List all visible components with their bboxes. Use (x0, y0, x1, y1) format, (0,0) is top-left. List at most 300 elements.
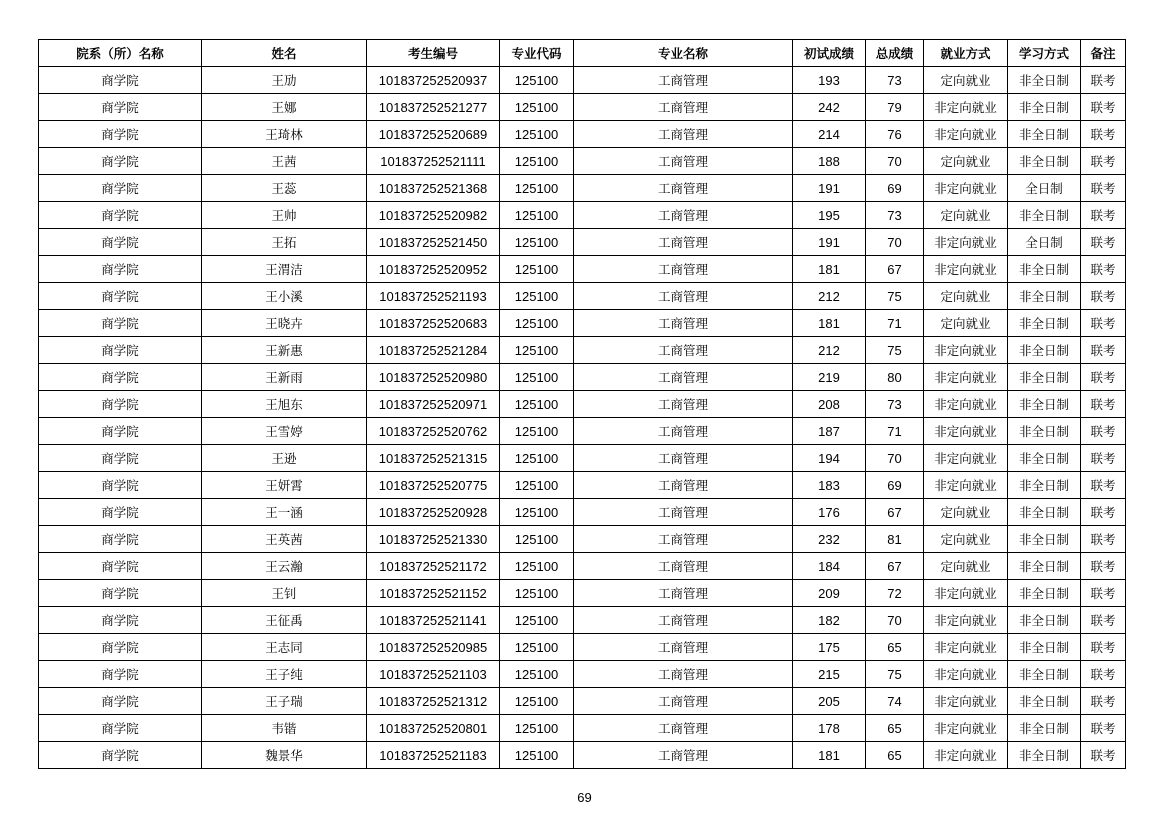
cell-name: 王雪婷 (202, 418, 367, 445)
cell-candidate-id: 101837252520689 (367, 121, 500, 148)
cell-prelim-score: 178 (793, 715, 866, 742)
cell-department: 商学院 (39, 283, 202, 310)
cell-major-name: 工商管理 (574, 67, 793, 94)
cell-name: 王子纯 (202, 661, 367, 688)
cell-employment: 非定向就业 (924, 715, 1008, 742)
table-row (39, 418, 1126, 445)
cell-total-score: 79 (866, 94, 924, 121)
table-row (39, 688, 1126, 715)
cell-name: 王晓卉 (202, 310, 367, 337)
table-row (39, 229, 1126, 256)
cell-prelim-score: 181 (793, 256, 866, 283)
cell-total-score: 73 (866, 202, 924, 229)
cell-major-code: 125100 (500, 67, 574, 94)
cell-name: 王茜 (202, 148, 367, 175)
cell-study-mode: 非全日制 (1008, 256, 1081, 283)
table-body (39, 67, 1126, 769)
cell-major-name: 工商管理 (574, 553, 793, 580)
cell-employment: 非定向就业 (924, 580, 1008, 607)
cell-candidate-id: 101837252521277 (367, 94, 500, 121)
cell-prelim-score: 176 (793, 499, 866, 526)
cell-candidate-id: 101837252521111 (367, 148, 500, 175)
header-major-name: 专业名称 (574, 40, 793, 67)
cell-study-mode: 非全日制 (1008, 661, 1081, 688)
cell-department: 商学院 (39, 445, 202, 472)
cell-department: 商学院 (39, 391, 202, 418)
table-row (39, 364, 1126, 391)
cell-total-score: 69 (866, 472, 924, 499)
cell-prelim-score: 184 (793, 553, 866, 580)
cell-major-code: 125100 (500, 580, 574, 607)
cell-total-score: 73 (866, 67, 924, 94)
cell-prelim-score: 214 (793, 121, 866, 148)
cell-major-name: 工商管理 (574, 715, 793, 742)
admission-table (38, 39, 1126, 769)
cell-major-name: 工商管理 (574, 499, 793, 526)
cell-prelim-score: 242 (793, 94, 866, 121)
table-row (39, 661, 1126, 688)
table-row (39, 526, 1126, 553)
cell-department: 商学院 (39, 337, 202, 364)
cell-major-code: 125100 (500, 418, 574, 445)
cell-major-name: 工商管理 (574, 445, 793, 472)
cell-total-score: 70 (866, 229, 924, 256)
cell-study-mode: 非全日制 (1008, 742, 1081, 769)
cell-total-score: 72 (866, 580, 924, 607)
cell-department: 商学院 (39, 202, 202, 229)
table-row (39, 634, 1126, 661)
cell-candidate-id: 101837252520985 (367, 634, 500, 661)
header-remark: 备注 (1081, 40, 1126, 67)
cell-prelim-score: 208 (793, 391, 866, 418)
cell-candidate-id: 101837252520952 (367, 256, 500, 283)
cell-name: 王子瑞 (202, 688, 367, 715)
cell-study-mode: 非全日制 (1008, 148, 1081, 175)
header-study-mode: 学习方式 (1008, 40, 1081, 67)
cell-major-code: 125100 (500, 688, 574, 715)
cell-major-code: 125100 (500, 391, 574, 418)
table-row (39, 175, 1126, 202)
cell-total-score: 74 (866, 688, 924, 715)
header-department: 院系（所）名称 (39, 40, 202, 67)
cell-name: 王征禹 (202, 607, 367, 634)
cell-candidate-id: 101837252520762 (367, 418, 500, 445)
cell-name: 王志同 (202, 634, 367, 661)
cell-major-code: 125100 (500, 634, 574, 661)
cell-prelim-score: 209 (793, 580, 866, 607)
cell-total-score: 65 (866, 715, 924, 742)
cell-study-mode: 非全日制 (1008, 94, 1081, 121)
cell-candidate-id: 101837252521368 (367, 175, 500, 202)
cell-total-score: 67 (866, 499, 924, 526)
cell-remark: 联考 (1081, 256, 1126, 283)
cell-name: 王妍霄 (202, 472, 367, 499)
cell-department: 商学院 (39, 580, 202, 607)
cell-department: 商学院 (39, 661, 202, 688)
cell-candidate-id: 101837252520801 (367, 715, 500, 742)
cell-employment: 定向就业 (924, 283, 1008, 310)
cell-candidate-id: 101837252521315 (367, 445, 500, 472)
cell-employment: 定向就业 (924, 499, 1008, 526)
cell-name: 王新雨 (202, 364, 367, 391)
cell-employment: 定向就业 (924, 202, 1008, 229)
cell-major-code: 125100 (500, 364, 574, 391)
cell-total-score: 65 (866, 634, 924, 661)
cell-department: 商学院 (39, 526, 202, 553)
cell-total-score: 69 (866, 175, 924, 202)
cell-major-code: 125100 (500, 337, 574, 364)
cell-remark: 联考 (1081, 67, 1126, 94)
cell-major-code: 125100 (500, 148, 574, 175)
header-name: 姓名 (202, 40, 367, 67)
cell-prelim-score: 215 (793, 661, 866, 688)
cell-major-name: 工商管理 (574, 526, 793, 553)
cell-candidate-id: 101837252521152 (367, 580, 500, 607)
table-row (39, 472, 1126, 499)
cell-total-score: 75 (866, 661, 924, 688)
cell-name: 王云瀚 (202, 553, 367, 580)
table-row (39, 202, 1126, 229)
cell-study-mode: 全日制 (1008, 229, 1081, 256)
cell-candidate-id: 101837252521330 (367, 526, 500, 553)
table-row (39, 310, 1126, 337)
cell-candidate-id: 101837252521193 (367, 283, 500, 310)
cell-study-mode: 非全日制 (1008, 580, 1081, 607)
cell-prelim-score: 193 (793, 67, 866, 94)
cell-department: 商学院 (39, 229, 202, 256)
cell-department: 商学院 (39, 148, 202, 175)
table-row (39, 337, 1126, 364)
cell-name: 王一涵 (202, 499, 367, 526)
cell-prelim-score: 212 (793, 337, 866, 364)
cell-major-name: 工商管理 (574, 121, 793, 148)
cell-candidate-id: 101837252521312 (367, 688, 500, 715)
cell-remark: 联考 (1081, 283, 1126, 310)
cell-study-mode: 非全日制 (1008, 202, 1081, 229)
table-row (39, 553, 1126, 580)
cell-name: 魏景华 (202, 742, 367, 769)
cell-study-mode: 非全日制 (1008, 715, 1081, 742)
cell-remark: 联考 (1081, 688, 1126, 715)
cell-study-mode: 非全日制 (1008, 634, 1081, 661)
cell-major-name: 工商管理 (574, 337, 793, 364)
cell-employment: 定向就业 (924, 148, 1008, 175)
cell-remark: 联考 (1081, 310, 1126, 337)
cell-total-score: 65 (866, 742, 924, 769)
cell-major-code: 125100 (500, 445, 574, 472)
cell-employment: 定向就业 (924, 553, 1008, 580)
table-row (39, 715, 1126, 742)
cell-study-mode: 非全日制 (1008, 364, 1081, 391)
cell-study-mode: 非全日制 (1008, 607, 1081, 634)
cell-employment: 非定向就业 (924, 445, 1008, 472)
cell-department: 商学院 (39, 418, 202, 445)
cell-remark: 联考 (1081, 742, 1126, 769)
table-row (39, 67, 1126, 94)
cell-major-code: 125100 (500, 121, 574, 148)
cell-total-score: 80 (866, 364, 924, 391)
table-row (39, 499, 1126, 526)
cell-employment: 定向就业 (924, 310, 1008, 337)
cell-employment: 非定向就业 (924, 634, 1008, 661)
cell-remark: 联考 (1081, 175, 1126, 202)
cell-employment: 定向就业 (924, 67, 1008, 94)
cell-employment: 非定向就业 (924, 364, 1008, 391)
cell-remark: 联考 (1081, 445, 1126, 472)
cell-candidate-id: 101837252520928 (367, 499, 500, 526)
cell-prelim-score: 181 (793, 310, 866, 337)
cell-name: 王旭东 (202, 391, 367, 418)
cell-major-code: 125100 (500, 499, 574, 526)
cell-remark: 联考 (1081, 526, 1126, 553)
cell-employment: 定向就业 (924, 526, 1008, 553)
cell-department: 商学院 (39, 67, 202, 94)
cell-study-mode: 非全日制 (1008, 67, 1081, 94)
cell-department: 商学院 (39, 634, 202, 661)
cell-prelim-score: 187 (793, 418, 866, 445)
cell-major-code: 125100 (500, 661, 574, 688)
cell-major-name: 工商管理 (574, 391, 793, 418)
cell-prelim-score: 181 (793, 742, 866, 769)
cell-employment: 非定向就业 (924, 607, 1008, 634)
header-major-code: 专业代码 (500, 40, 574, 67)
cell-major-name: 工商管理 (574, 148, 793, 175)
header-prelim-score: 初试成绩 (793, 40, 866, 67)
cell-name: 王逊 (202, 445, 367, 472)
cell-name: 王琦林 (202, 121, 367, 148)
table-row (39, 121, 1126, 148)
table-row (39, 256, 1126, 283)
cell-major-code: 125100 (500, 472, 574, 499)
cell-study-mode: 非全日制 (1008, 499, 1081, 526)
table-row (39, 580, 1126, 607)
cell-department: 商学院 (39, 742, 202, 769)
cell-prelim-score: 205 (793, 688, 866, 715)
cell-name: 王拓 (202, 229, 367, 256)
cell-major-name: 工商管理 (574, 472, 793, 499)
page-number: 69 (577, 790, 592, 805)
cell-total-score: 70 (866, 148, 924, 175)
cell-study-mode: 全日制 (1008, 175, 1081, 202)
cell-employment: 非定向就业 (924, 688, 1008, 715)
cell-major-name: 工商管理 (574, 283, 793, 310)
cell-employment: 非定向就业 (924, 418, 1008, 445)
cell-employment: 非定向就业 (924, 121, 1008, 148)
cell-total-score: 75 (866, 337, 924, 364)
cell-study-mode: 非全日制 (1008, 283, 1081, 310)
cell-department: 商学院 (39, 715, 202, 742)
cell-employment: 非定向就业 (924, 391, 1008, 418)
cell-name: 王帅 (202, 202, 367, 229)
cell-prelim-score: 191 (793, 229, 866, 256)
cell-total-score: 70 (866, 445, 924, 472)
cell-major-name: 工商管理 (574, 580, 793, 607)
cell-study-mode: 非全日制 (1008, 445, 1081, 472)
cell-remark: 联考 (1081, 472, 1126, 499)
cell-total-score: 67 (866, 256, 924, 283)
cell-study-mode: 非全日制 (1008, 418, 1081, 445)
cell-remark: 联考 (1081, 391, 1126, 418)
cell-candidate-id: 101837252521183 (367, 742, 500, 769)
cell-prelim-score: 212 (793, 283, 866, 310)
cell-candidate-id: 101837252521284 (367, 337, 500, 364)
cell-prelim-score: 175 (793, 634, 866, 661)
cell-employment: 非定向就业 (924, 337, 1008, 364)
cell-employment: 非定向就业 (924, 175, 1008, 202)
cell-prelim-score: 219 (793, 364, 866, 391)
cell-remark: 联考 (1081, 553, 1126, 580)
cell-major-name: 工商管理 (574, 607, 793, 634)
cell-major-code: 125100 (500, 256, 574, 283)
cell-department: 商学院 (39, 364, 202, 391)
cell-candidate-id: 101837252520937 (367, 67, 500, 94)
cell-major-code: 125100 (500, 94, 574, 121)
cell-department: 商学院 (39, 607, 202, 634)
table-row (39, 148, 1126, 175)
cell-prelim-score: 188 (793, 148, 866, 175)
cell-employment: 非定向就业 (924, 256, 1008, 283)
table-row (39, 742, 1126, 769)
cell-study-mode: 非全日制 (1008, 688, 1081, 715)
table-row (39, 607, 1126, 634)
cell-study-mode: 非全日制 (1008, 526, 1081, 553)
cell-total-score: 76 (866, 121, 924, 148)
cell-remark: 联考 (1081, 364, 1126, 391)
cell-major-name: 工商管理 (574, 742, 793, 769)
cell-major-name: 工商管理 (574, 688, 793, 715)
cell-remark: 联考 (1081, 418, 1126, 445)
cell-candidate-id: 101837252520980 (367, 364, 500, 391)
cell-employment: 非定向就业 (924, 229, 1008, 256)
cell-name: 王蕊 (202, 175, 367, 202)
cell-employment: 非定向就业 (924, 472, 1008, 499)
cell-remark: 联考 (1081, 661, 1126, 688)
cell-name: 王娜 (202, 94, 367, 121)
cell-remark: 联考 (1081, 580, 1126, 607)
cell-remark: 联考 (1081, 337, 1126, 364)
cell-candidate-id: 101837252521450 (367, 229, 500, 256)
cell-employment: 非定向就业 (924, 94, 1008, 121)
cell-prelim-score: 232 (793, 526, 866, 553)
cell-major-code: 125100 (500, 175, 574, 202)
cell-employment: 非定向就业 (924, 661, 1008, 688)
cell-major-code: 125100 (500, 553, 574, 580)
cell-candidate-id: 101837252520982 (367, 202, 500, 229)
cell-major-name: 工商管理 (574, 256, 793, 283)
cell-major-name: 工商管理 (574, 634, 793, 661)
cell-major-name: 工商管理 (574, 229, 793, 256)
cell-department: 商学院 (39, 472, 202, 499)
cell-major-code: 125100 (500, 310, 574, 337)
cell-total-score: 73 (866, 391, 924, 418)
cell-remark: 联考 (1081, 94, 1126, 121)
cell-major-name: 工商管理 (574, 202, 793, 229)
cell-candidate-id: 101837252520775 (367, 472, 500, 499)
cell-department: 商学院 (39, 688, 202, 715)
cell-department: 商学院 (39, 94, 202, 121)
cell-department: 商学院 (39, 310, 202, 337)
cell-major-code: 125100 (500, 202, 574, 229)
cell-candidate-id: 101837252521103 (367, 661, 500, 688)
cell-prelim-score: 182 (793, 607, 866, 634)
cell-major-code: 125100 (500, 715, 574, 742)
cell-total-score: 71 (866, 310, 924, 337)
cell-name: 王新惠 (202, 337, 367, 364)
cell-major-code: 125100 (500, 607, 574, 634)
cell-prelim-score: 194 (793, 445, 866, 472)
cell-remark: 联考 (1081, 202, 1126, 229)
cell-remark: 联考 (1081, 148, 1126, 175)
cell-total-score: 75 (866, 283, 924, 310)
cell-employment: 非定向就业 (924, 742, 1008, 769)
cell-name: 王渭洁 (202, 256, 367, 283)
cell-prelim-score: 183 (793, 472, 866, 499)
cell-study-mode: 非全日制 (1008, 337, 1081, 364)
cell-department: 商学院 (39, 553, 202, 580)
cell-study-mode: 非全日制 (1008, 391, 1081, 418)
table-row (39, 445, 1126, 472)
cell-remark: 联考 (1081, 607, 1126, 634)
cell-study-mode: 非全日制 (1008, 472, 1081, 499)
cell-prelim-score: 195 (793, 202, 866, 229)
cell-name: 王钊 (202, 580, 367, 607)
cell-prelim-score: 191 (793, 175, 866, 202)
table-row (39, 283, 1126, 310)
cell-candidate-id: 101837252521141 (367, 607, 500, 634)
cell-department: 商学院 (39, 175, 202, 202)
cell-name: 王英茜 (202, 526, 367, 553)
cell-study-mode: 非全日制 (1008, 310, 1081, 337)
cell-total-score: 67 (866, 553, 924, 580)
table-row (39, 94, 1126, 121)
cell-major-name: 工商管理 (574, 94, 793, 121)
header-row (39, 40, 1126, 67)
cell-name: 韦锴 (202, 715, 367, 742)
cell-department: 商学院 (39, 499, 202, 526)
cell-remark: 联考 (1081, 121, 1126, 148)
cell-study-mode: 非全日制 (1008, 553, 1081, 580)
header-candidate-id: 考生编号 (367, 40, 500, 67)
cell-total-score: 70 (866, 607, 924, 634)
cell-major-code: 125100 (500, 526, 574, 553)
cell-remark: 联考 (1081, 229, 1126, 256)
cell-major-name: 工商管理 (574, 310, 793, 337)
cell-major-code: 125100 (500, 742, 574, 769)
cell-major-code: 125100 (500, 283, 574, 310)
cell-remark: 联考 (1081, 715, 1126, 742)
cell-candidate-id: 101837252520683 (367, 310, 500, 337)
cell-major-name: 工商管理 (574, 418, 793, 445)
cell-major-name: 工商管理 (574, 364, 793, 391)
cell-total-score: 81 (866, 526, 924, 553)
cell-remark: 联考 (1081, 634, 1126, 661)
cell-total-score: 71 (866, 418, 924, 445)
cell-major-name: 工商管理 (574, 175, 793, 202)
header-total-score: 总成绩 (866, 40, 924, 67)
table-row (39, 391, 1126, 418)
header-employment: 就业方式 (924, 40, 1008, 67)
cell-major-code: 125100 (500, 229, 574, 256)
cell-study-mode: 非全日制 (1008, 121, 1081, 148)
cell-name: 王小溪 (202, 283, 367, 310)
cell-candidate-id: 101837252520971 (367, 391, 500, 418)
cell-candidate-id: 101837252521172 (367, 553, 500, 580)
cell-department: 商学院 (39, 256, 202, 283)
cell-name: 王劢 (202, 67, 367, 94)
cell-remark: 联考 (1081, 499, 1126, 526)
cell-major-name: 工商管理 (574, 661, 793, 688)
cell-department: 商学院 (39, 121, 202, 148)
